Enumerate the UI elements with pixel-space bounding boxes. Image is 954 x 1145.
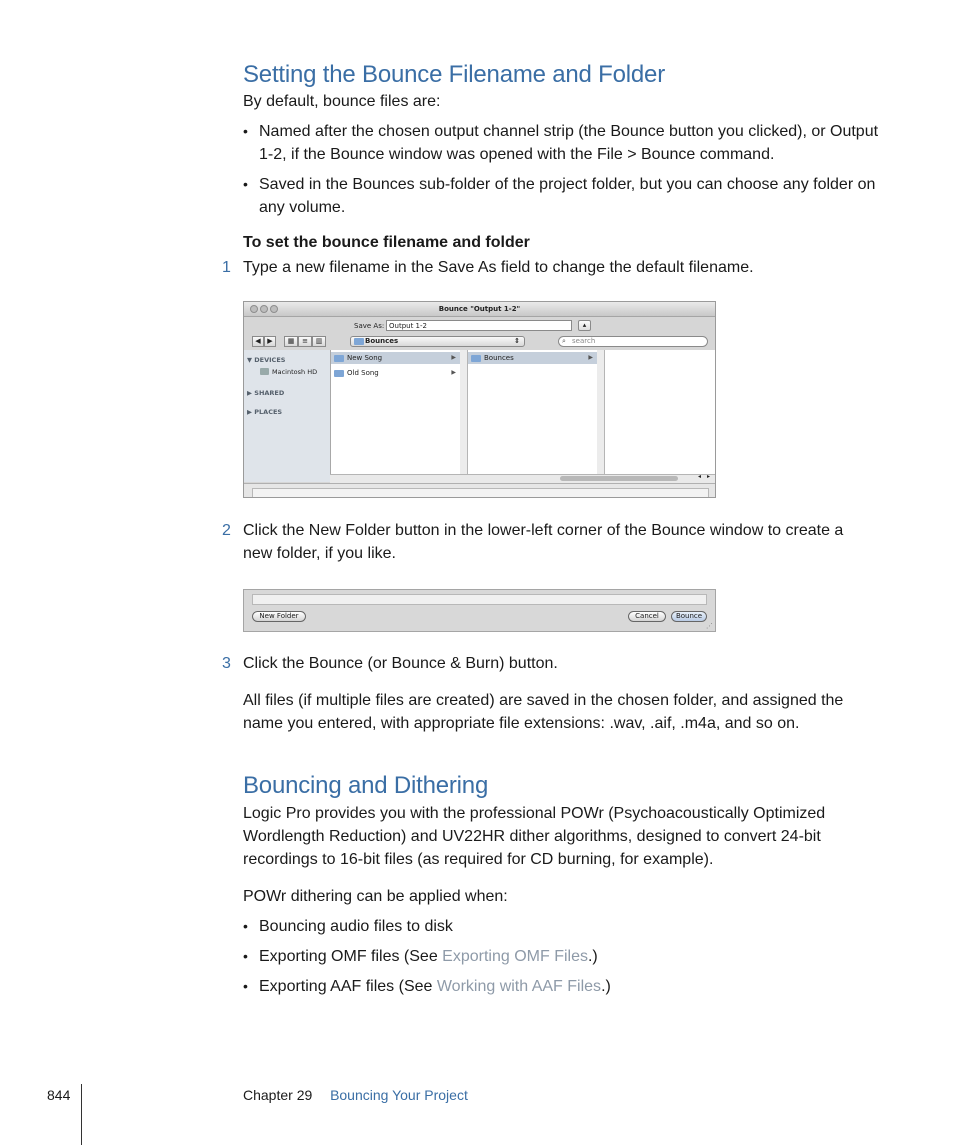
list-item: • Exporting OMF files (See Exporting OMF Files.) [259,945,598,968]
section-paragraph: Logic Pro provides you with the professional POWr (Psychoacoustically Optimized Wordlength Reduction) and UV22HR dither algorithms, designed to convert 24-bit recordings to 16-bit files (as required for CD burning, for example). [243,805,826,868]
column-view-button[interactable]: ▥ [312,336,326,347]
folder-icon [471,355,481,362]
result-text: All files (if multiple files are created) are saved in the chosen folder, and assigned the name you entered, with appropriate file extensions: .wav, .aif, .m4a, and so on. [243,692,844,732]
sidebar [244,350,331,482]
step-text: Click the New Folder button in the lower-left corner of the Bounce window to create a new folder, if you like. [243,522,844,562]
drive-icon [260,368,269,375]
icon-view-button[interactable]: ▦ [284,336,298,347]
scrollbar-thumb[interactable] [560,476,678,481]
list-item-text: Saved in the Bounces sub-folder of the project folder, but you can choose any folder on any volume. [259,176,876,216]
list-item-text: Named after the chosen output channel strip (the Bounce button you clicked), or Output 1-2, if the Bounce window was opened with the File > Bounce command. [259,123,879,163]
applied-when-text: POWr dithering can be applied when: [243,888,508,905]
list-item: • Exporting AAF files (See Working with AAF Files.) [259,975,611,998]
list-item [243,120,879,166]
save-as-field[interactable]: Output 1-2 [386,320,572,331]
list-item[interactable]: Old Song ▶ [331,367,460,379]
sidebar-section-devices[interactable]: ▼ DEVICES [247,356,286,364]
search-input[interactable] [558,336,708,347]
sidebar-item-macintosh-hd[interactable]: Macintosh HD [272,368,317,376]
window-title: Bounce "Output 1-2" [438,305,521,313]
chapter-title[interactable]: Bouncing Your Project [330,1087,468,1103]
list-item-text: Bouncing audio files to disk [259,918,453,935]
bullet-icon: • [243,978,248,994]
chevron-updown-icon: ⇕ [514,337,520,345]
step-number: 2 [222,522,231,539]
back-button[interactable]: ◀ [252,336,264,347]
bullet-icon: • [243,176,248,192]
browser-column-3 [605,350,715,474]
horizontal-scrollbar[interactable] [330,474,715,483]
column-resizer[interactable] [597,350,605,474]
button-strip-screenshot [243,589,716,632]
section-title: Setting the Bounce Filename and Folder [243,61,665,88]
step-2 [222,519,873,565]
task-heading: To set the bounce filename and folder [243,234,530,251]
list-view-button[interactable]: ≡ [298,336,312,347]
folder-icon [354,338,364,345]
new-folder-button[interactable]: New Folder [252,611,306,622]
strip-field [252,594,707,605]
bullet-icon: • [243,918,248,934]
link-exporting-omf-files[interactable]: Exporting OMF Files [442,948,588,965]
scroll-left-icon[interactable]: ◂ [697,473,701,480]
search-icon: ⌕ [562,337,566,345]
step-text: Type a new filename in the Save As field to change the default filename. [243,259,754,276]
sidebar-section-shared[interactable]: ▶ SHARED [247,389,285,397]
resize-grip-icon[interactable]: ⋰ [706,622,713,630]
list-item[interactable]: New Song ▶ [331,352,460,364]
link-working-with-aaf-files[interactable]: Working with AAF Files [436,978,602,995]
dialog-options-area [252,488,709,498]
step-text: Click the Bounce (or Bounce & Burn) button. [243,655,558,672]
list-item [243,915,453,938]
step-number: 1 [222,259,231,276]
browser-column-1 [331,350,461,474]
save-as-label: Save As: [354,322,385,330]
location-label: Bounces [365,337,399,345]
cancel-button[interactable]: Cancel [628,611,666,622]
list-item [243,173,879,219]
step-3 [222,652,873,675]
folder-icon [334,370,344,377]
column-resizer[interactable] [460,350,468,474]
footer-chapter [243,1087,468,1103]
intro-text: By default, bounce files are: [243,93,441,110]
section-title: Bouncing and Dithering [243,772,489,799]
bullet-icon: • [243,948,248,964]
title-bar [244,302,715,317]
search-placeholder: search [572,337,596,345]
step-number: 3 [222,655,231,672]
chapter-label: Chapter 29 [243,1087,313,1103]
bounce-dialog-screenshot [243,301,716,498]
list-item[interactable]: Bounces ▶ [468,352,597,364]
expand-button[interactable]: ▴ [578,320,591,331]
forward-button[interactable]: ▶ [264,336,276,347]
footer-divider [81,1084,82,1145]
bullet-icon: • [243,123,248,139]
page-number: 844 [47,1087,71,1103]
folder-icon [334,355,344,362]
scroll-right-icon[interactable]: ▸ [706,473,710,480]
bounce-button[interactable]: Bounce [671,611,707,622]
location-popup[interactable] [350,336,525,347]
step-1 [222,256,873,279]
sidebar-section-places[interactable]: ▶ PLACES [247,408,283,416]
browser-column-2 [468,350,598,474]
